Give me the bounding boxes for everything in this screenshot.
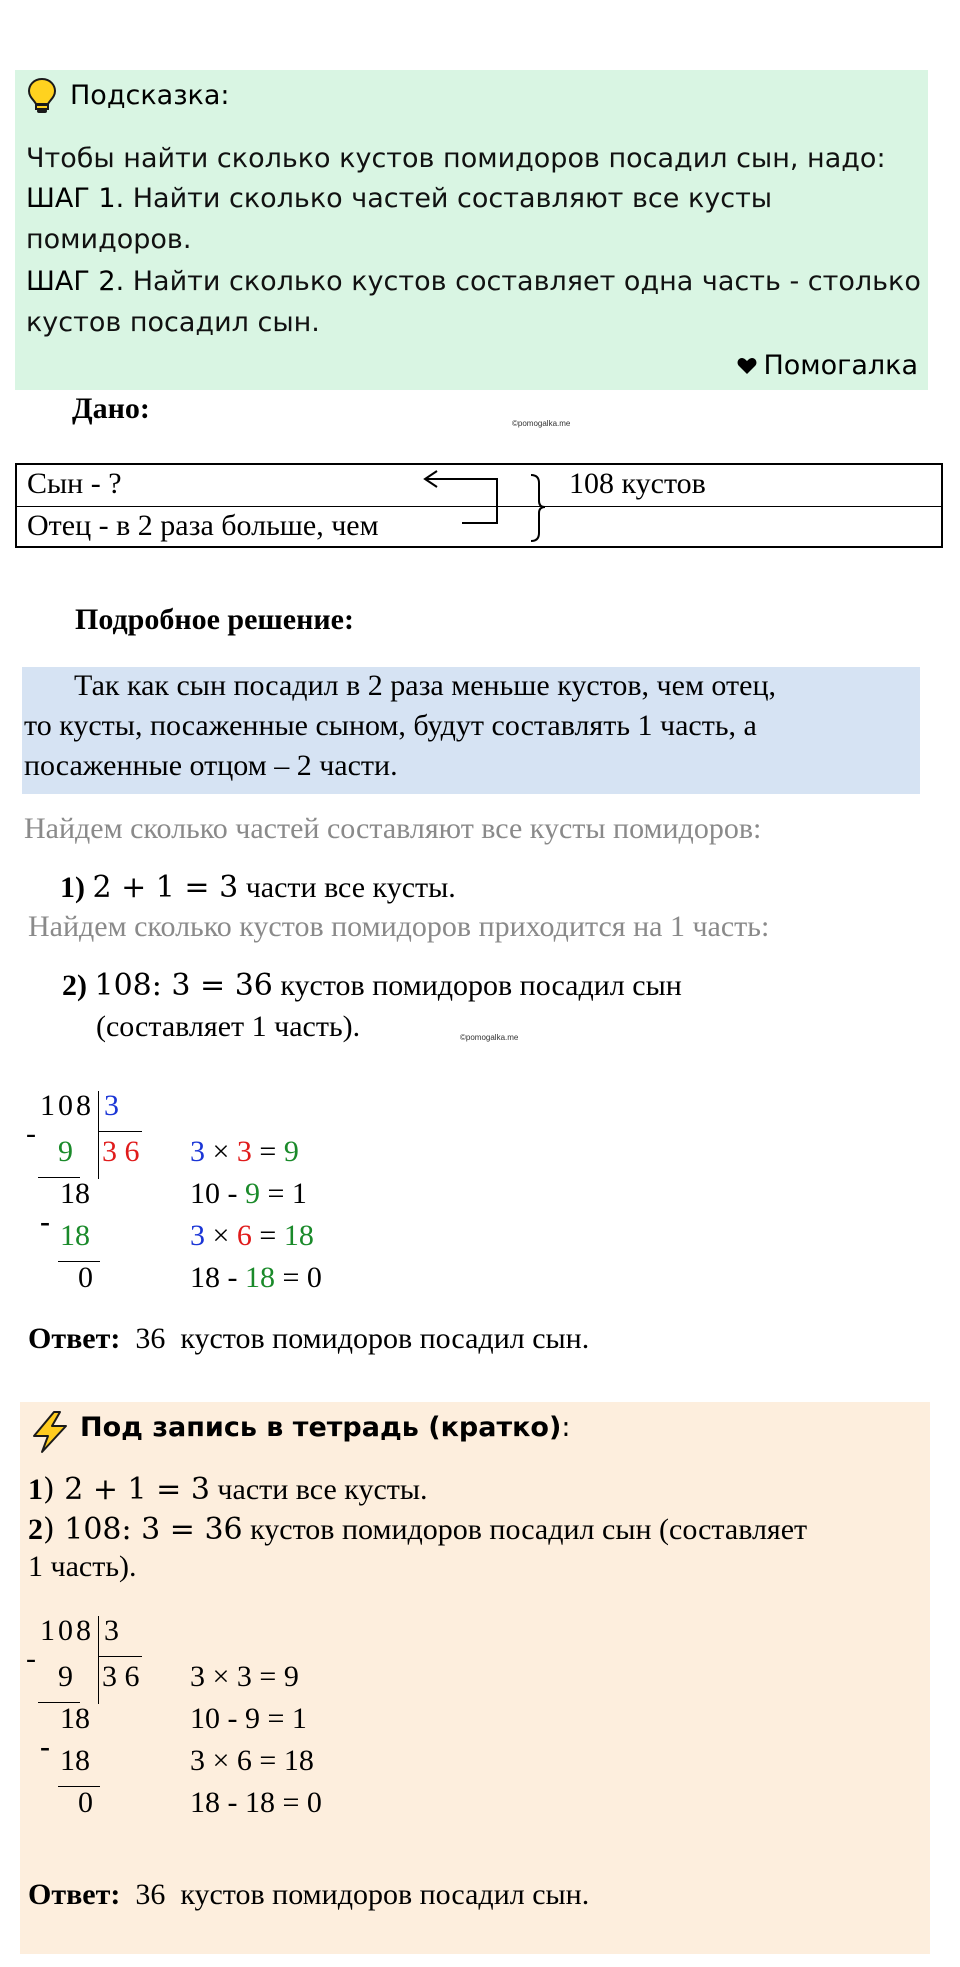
heart-icon (737, 351, 757, 382)
remainder-2: 0 (78, 1261, 93, 1294)
answer-label: Ответ: (28, 1878, 121, 1911)
hint-intro: Чтобы найти сколько кустов помидоров посадил сын, надо: (26, 143, 886, 174)
step-2 (62, 968, 682, 1003)
notebook-step-1 (28, 1472, 428, 1507)
hint-step1 (26, 183, 772, 214)
subtrahend-1: 9 (58, 1660, 73, 1693)
calc-1: 3 × 3 = 9 (190, 1660, 299, 1693)
calc-2: 10 - 9 = 1 (190, 1702, 307, 1735)
lightning-icon (30, 1410, 70, 1459)
step-2-expression: 108: 3 = 36 (94, 968, 273, 1003)
explanation-line-3: посаженные отцом – 2 части. (24, 749, 398, 782)
given-father: Отец - в 2 раза больше, чем (27, 509, 379, 542)
calc-1-b: 3 (236, 1135, 252, 1168)
brand-name: Помогалка (763, 350, 918, 381)
step-1 (60, 870, 456, 905)
notebook-step-2-text: кустов помидоров посадил сын (составляет (250, 1513, 808, 1546)
dividend: 108 (40, 1089, 94, 1122)
answer-text: 36 кустов помидоров посадил сын. (120, 1878, 590, 1911)
calc-4: 18 - 18 = 0 (190, 1786, 322, 1819)
calc-1 (190, 1135, 299, 1169)
hint-title: Подсказка: (70, 80, 230, 111)
solution-explanation (22, 667, 920, 794)
calc-2-eq: = 1 (260, 1177, 307, 1210)
notebook-step-1-text: части все кусты. (217, 1473, 428, 1506)
quotient: 3 6 (102, 1660, 140, 1693)
calc-3-c: 18 (283, 1219, 314, 1252)
calc-4-a: 18 - (190, 1261, 245, 1294)
given-total: 108 кустов (569, 467, 706, 500)
step-1-expression: 2 + 1 = 3 (92, 870, 239, 905)
step-1-text: части все кусты. (245, 871, 456, 904)
solution-heading: Подробное решение: (75, 603, 354, 636)
answer (28, 1322, 589, 1356)
hint-box (15, 70, 928, 390)
notebook-step-1-number: 1 (28, 1473, 43, 1506)
answer-label: Ответ: (28, 1322, 121, 1355)
hint-step1-label: ШАГ 1. (26, 183, 125, 214)
given-table (15, 463, 943, 548)
hint-step2-label: ШАГ 2. (26, 266, 125, 297)
long-division (0, 1085, 420, 1305)
division-bar (98, 1091, 99, 1179)
step-1-number: 1) (60, 871, 85, 904)
notebook-title-row (80, 1412, 570, 1443)
notebook-title-colon: : (561, 1412, 571, 1443)
hint-step2-cont: кустов посадил сын. (26, 307, 320, 338)
watermark: ©pomogalka.me (460, 1033, 519, 1042)
notebook-step-2 (28, 1512, 807, 1547)
calc-2 (190, 1177, 307, 1211)
remainder-2: 0 (78, 1786, 93, 1819)
subtrahend-1: 9 (58, 1135, 73, 1168)
lightbulb-icon (25, 76, 59, 120)
notebook-step-2-expression: ) 108: 3 = 36 (43, 1512, 243, 1547)
minus-sign: - (40, 1730, 50, 1763)
hint-step1-text: Найти сколько частей составляют все кусты (124, 183, 773, 214)
calc-3-b: 6 (236, 1219, 252, 1252)
subtrahend-2: 18 (60, 1219, 90, 1252)
calc-1-eq: = (251, 1135, 284, 1168)
calc-2-a: 10 - (190, 1177, 245, 1210)
notebook-step-1-expression: ) 2 + 1 = 3 (43, 1472, 210, 1507)
remainder-1: 18 (60, 1177, 90, 1210)
minus-sign: - (40, 1205, 50, 1238)
calc-3-eq: = (251, 1219, 284, 1252)
hint-step1-cont: помидоров. (26, 224, 192, 255)
given-heading: Дано: (72, 392, 150, 425)
calc-1-op: × (205, 1135, 237, 1168)
calc-3-op: × (205, 1219, 237, 1252)
watermark: ©pomogalka.me (512, 419, 571, 428)
hint-step2-text: Найти сколько кустов составляет одна часть - столько (124, 266, 921, 297)
step-2-note: (составляет 1 часть). (96, 1010, 361, 1043)
explanation-line-2: то кусты, посаженные сыном, будут составлять 1 часть, а (24, 709, 757, 742)
notebook-step-2-note: 1 часть). (28, 1550, 137, 1583)
calc-4-b: 18 (245, 1261, 275, 1294)
calc-1-a: 3 (190, 1135, 205, 1168)
step-2-number: 2) (62, 969, 87, 1002)
calc-3 (190, 1219, 314, 1253)
notebook-box (20, 1402, 930, 1954)
relation-arrow-icon (17, 465, 945, 550)
explanation-line-1: Так как сын посадил в 2 раза меньше кустов, чем отец, (74, 669, 777, 702)
hint-step2 (26, 266, 921, 297)
step-2-text: кустов помидоров посадил сын (280, 969, 682, 1002)
quotient: 3 6 (102, 1135, 140, 1168)
division-line (98, 1131, 142, 1132)
given-son: Сын - ? (27, 467, 122, 500)
calc-3-a: 3 (190, 1219, 205, 1252)
answer-text: 36 кустов помидоров посадил сын. (120, 1322, 590, 1355)
find-parts-text: Найдем сколько частей составляют все кусты помидоров: (24, 812, 762, 845)
dividend: 108 (40, 1614, 94, 1647)
remainder-1: 18 (60, 1702, 90, 1735)
calc-1-c: 9 (283, 1135, 299, 1168)
minus-sign: - (26, 1642, 36, 1675)
division-line (98, 1656, 142, 1657)
calc-3: 3 × 6 = 18 (190, 1744, 314, 1777)
subtrahend-2: 18 (60, 1744, 90, 1777)
notebook-step-2-number: 2 (28, 1513, 43, 1546)
calc-2-b: 9 (245, 1177, 260, 1210)
calc-4 (190, 1261, 322, 1295)
notebook-title: Под запись в тетрадь (кратко) (80, 1412, 562, 1443)
brand-link[interactable] (737, 350, 918, 382)
divisor: 3 (104, 1614, 119, 1647)
divisor: 3 (104, 1089, 119, 1122)
division-bar (98, 1616, 99, 1704)
calc-4-eq: = 0 (275, 1261, 322, 1294)
minus-sign: - (26, 1117, 36, 1150)
find-one-part-text: Найдем сколько кустов помидоров приходится на 1 часть: (28, 910, 770, 943)
notebook-answer (28, 1878, 589, 1912)
